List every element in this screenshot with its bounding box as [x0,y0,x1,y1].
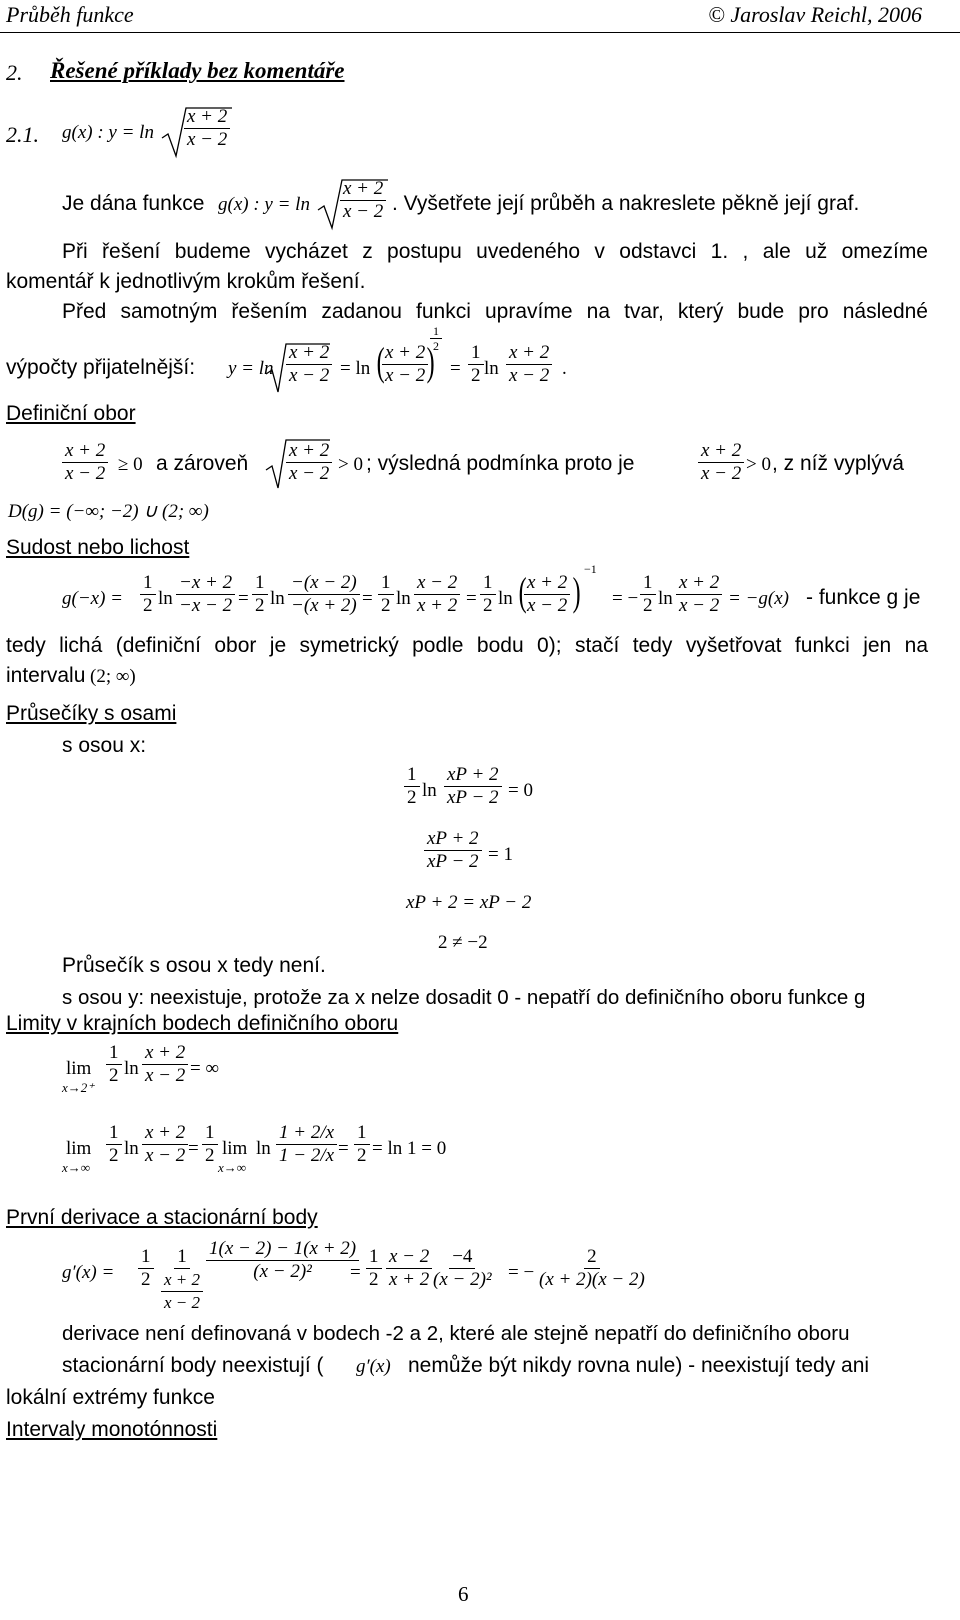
limit-2-sub-b: x→∞ [218,1160,247,1175]
paren-right: ) [426,339,435,384]
fraction-denominator: x − 2 [145,1065,186,1086]
derivative-half [138,1246,154,1291]
fraction-numerator: x − 2 [414,572,460,595]
parity-frac-3 [414,572,460,617]
parity-end: = −g(x) [728,588,789,609]
parity-frac-5 [676,572,722,617]
domain-gt0: > 0 [338,454,363,475]
parity-neg: = − [612,588,639,609]
intersect-ln: ln [422,780,437,801]
fraction-denominator: 2 [643,595,653,616]
fraction-denominator: −(x + 2) [291,595,357,616]
fraction-denominator: 2 [109,1065,119,1086]
derivative-note-2c: nemůže být nikdy rovna nule) - neexistují tedy ani [408,1354,870,1377]
fraction-denominator: (x − 2)² [253,1261,312,1282]
fraction-numerator: xP + 2 [444,764,502,787]
parity-half-4 [480,572,496,617]
parity-half-3 [378,572,394,617]
intersect-frac-1 [444,764,502,809]
fraction-numerator: −(x − 2) [288,572,360,595]
parity-eq-2: = [362,588,373,609]
rewrite-end: . [562,358,567,379]
intro-p2-line1: Při řešení budeme vycházet z postupu uvedeného v odstavci 1. , ale už omezíme [62,240,928,263]
fraction-numerator: 1 [468,342,484,365]
parity-half-2 [252,572,268,617]
fraction-denominator: 2 [143,595,153,616]
example-lhs: g(x) : y = ln [62,122,154,143]
y-axis-note: s osou y: neexistuje, protože za x nelze dosadit 0 - nepatří do definičního oboru funkce g [62,986,866,1009]
fraction-denominator: x + 2 [417,595,458,616]
fraction-denominator: x − 2 [289,463,330,484]
limit-1-lim: lim [66,1058,92,1079]
fraction-numerator: 1 [378,572,394,595]
limit-2-result: = ln 1 = 0 [372,1138,447,1159]
fraction-numerator: x + 2 [382,342,428,365]
derivative-eq-1: = [350,1262,361,1283]
parity-frac-4 [524,572,570,617]
fraction-denominator: 2 [205,1145,215,1166]
limit-2-half-b [202,1122,218,1167]
fraction-denominator: 2 [407,787,417,808]
limit-2-ln-b: ln [256,1138,271,1159]
fraction-numerator: 1 [640,572,656,595]
fraction-numerator: 1 [404,764,420,787]
fraction-numerator: x + 2 [286,342,332,365]
paren-left: ( [518,569,527,614]
fraction-numerator: −x + 2 [176,572,235,595]
intersect-half [404,764,420,809]
domain-frac-1 [62,440,108,485]
fraction-numerator: −4 [449,1246,475,1269]
fraction-denominator: x − 2 [164,1293,201,1312]
rewrite-eq1: = ln [340,358,371,379]
intro-p1-start: Je dána funkce [62,192,205,215]
domain-frac-3 [698,440,744,485]
intersect-eq1-rhs: = 0 [508,780,533,801]
derivative-note-2a: stacionární body neexistují ( [62,1354,324,1377]
fraction-denominator: 2 [255,595,265,616]
intersect-eq3: xP + 2 = xP − 2 [406,892,532,913]
rewrite-exponent [430,324,442,353]
rewrite-fraction-2 [382,342,428,387]
fraction-denominator: 2 [109,1145,119,1166]
fraction-numerator: 1 [366,1246,382,1269]
fraction-denominator: xP − 2 [427,851,479,872]
fraction-denominator: 2 [483,595,493,616]
rewrite-eq2: = [450,358,461,379]
parity-exponent: −1 [584,562,597,576]
domain-and: a zároveň [156,452,249,475]
rewrite-fraction-3 [506,342,552,387]
fraction-denominator: x + 2 [389,1269,430,1290]
intro-formula-lhs: g(x) : y = ln [218,194,310,215]
rewrite-half [468,342,484,387]
fraction-numerator: xP + 2 [424,828,482,851]
domain-gt0b: > 0 [746,454,771,475]
rewrite-fraction-1 [286,342,332,387]
intro-p1-end: . Vyšetřete její průběh a nakreslete pěkně její graf. [392,192,860,215]
derivative-note-1: derivace není definovaná v bodech -2 a 2, které ale stejně nepatří do definičního oboru [62,1322,850,1345]
fraction-denominator: (x + 2)(x − 2) [539,1269,645,1290]
domain-result: ; výsledná podmínka proto je [366,452,635,475]
header-left: Průběh funkce [6,2,134,27]
derivative-half-2 [366,1246,382,1291]
domain-ge0: ≥ 0 [118,454,143,475]
parity-half-5 [640,572,656,617]
limit-2-inner-frac [276,1122,337,1167]
derivative-quotient [206,1238,359,1283]
fraction-numerator: 2 [584,1246,600,1269]
domain-heading: Definiční obor [6,402,136,425]
limit-2-sub: x→∞ [62,1160,91,1175]
rewrite-ln: ln [484,358,499,379]
section-number: 2. [6,60,23,85]
fraction-denominator: x − 2 [65,463,106,484]
derivative-reciprocal [158,1246,206,1314]
limit-2-eq: = [188,1138,199,1159]
domain-result-set: D(g) = (−∞; −2) ∪ (2; ∞) [8,501,209,522]
fraction-numerator: x − 2 [386,1246,432,1269]
fraction-numerator: 1 [480,572,496,595]
intersect-eq4: 2 ≠ −2 [438,932,488,953]
intersect-eq2-rhs: = 1 [488,844,513,865]
fraction-numerator: x + 2 [506,342,552,365]
parity-ln-4: ln [498,588,513,609]
fraction-numerator: 1 [140,572,156,595]
fraction-numerator: 1 [354,1122,370,1145]
fraction-denominator: x − 2 [701,463,742,484]
fraction-denominator: 2 [357,1145,367,1166]
intro-p3-line1: Před samotným řešením zadanou funkci upravíme na tvar, který bude pro následné [62,300,928,323]
derivative-frac-3 [430,1246,495,1291]
fraction-numerator: 1 + 2/x [276,1122,337,1145]
fraction-numerator: 1 [106,1122,122,1145]
parity-tail: - funkce g je [806,586,921,609]
fraction-numerator: 1 [202,1122,218,1145]
derivative-neg: = − [508,1262,535,1283]
derivative-note-2b: g′(x) [356,1356,391,1377]
limit-2-lim-b: lim [222,1138,248,1159]
parity-ln-3: ln [396,588,411,609]
fraction-numerator: 1(x − 2) − 1(x + 2) [206,1238,359,1261]
intro-p2-line2: komentář k jednotlivým krokům řešení. [6,270,366,293]
rewrite-y: y = ln [228,358,274,379]
parity-ln-2: ln [270,588,285,609]
derivative-note-3: lokální extrémy funkce [6,1386,215,1409]
fraction-denominator: 1 − 2/x [279,1145,335,1166]
exponent-denominator: 2 [433,339,439,353]
derivative-final [536,1246,648,1291]
example-fraction [184,106,230,151]
fraction-denominator: 2 [141,1269,151,1290]
limit-2-eq-b: = [338,1138,349,1159]
header-rule [0,32,960,33]
x-axis-label: s osou x: [62,734,147,757]
fraction-numerator: x + 2 [161,1269,203,1292]
limit-2-ln: ln [124,1138,139,1159]
limit-2-lim: lim [66,1138,92,1159]
fraction-numerator: 1 [106,1042,122,1065]
limit-1-ln: ln [124,1058,139,1079]
derivative-heading: První derivace a stacionární body [6,1206,318,1229]
section-title: Řešené příklady bez komentáře [50,58,345,83]
fraction-numerator: x + 2 [142,1042,188,1065]
parity-line3: intervalu [6,664,86,687]
intersect-frac-2 [424,828,482,873]
parity-ln-1: ln [158,588,173,609]
domain-frac-2 [286,440,332,485]
fraction-denominator: x − 2 [679,595,720,616]
example-number: 2.1. [6,122,39,147]
fraction-numerator: 1 [138,1246,154,1269]
fraction-denominator: x − 2 [145,1145,186,1166]
fraction-denominator: xP − 2 [447,787,499,808]
fraction-denominator: 2 [381,595,391,616]
fraction-numerator: x + 2 [286,440,332,463]
fraction-denominator: x − 2 [385,365,426,386]
fraction-numerator: x + 2 [676,572,722,595]
limit-1-sub: x→2⁺ [62,1080,95,1095]
fraction-denominator: x − 2 [509,365,550,386]
intro-fraction [340,178,386,223]
parity-ln-5: ln [658,588,673,609]
page-number: 6 [458,1582,469,1606]
fraction-numerator: x + 2 [524,572,570,595]
exponent-numerator: 1 [430,324,442,339]
fraction-numerator: 1 [252,572,268,595]
parity-frac-2 [288,572,360,617]
intro-p3-line2: výpočty přijatelnější: [6,356,196,379]
fraction-denominator: −x − 2 [179,595,233,616]
limit-1-half [106,1042,122,1087]
limits-heading: Limity v krajních bodech definičního oboru [6,1012,399,1035]
parity-half-1 [140,572,156,617]
intersect-none: Průsečík s osou x tedy není. [62,954,326,977]
header-right: © Jaroslav Reichl, 2006 [708,2,922,27]
parity-heading: Sudost nebo lichost [6,536,190,559]
fraction-numerator: x + 2 [184,106,230,129]
parity-eq-3: = [466,588,477,609]
fraction-denominator: 2 [369,1269,379,1290]
limit-1-frac [142,1042,188,1087]
fraction-numerator: x + 2 [142,1122,188,1145]
parity-interval: (2; ∞) [90,666,136,687]
fraction-denominator: x − 2 [187,129,228,150]
parity-eq-1: = [238,588,249,609]
fraction-numerator: x + 2 [698,440,744,463]
parity-frac-1 [176,572,235,617]
fraction-numerator: x + 2 [340,178,386,201]
derivative-lhs: g′(x) = [62,1262,115,1283]
fraction-denominator: x − 2 [289,365,330,386]
fraction-denominator: x − 2 [343,201,384,222]
limit-1-result: = ∞ [190,1058,220,1079]
fraction-denominator [158,1269,206,1314]
intersections-heading: Průsečíky s osami [6,702,177,725]
parity-lhs: g(−x) = [62,588,123,609]
fraction-denominator: x − 2 [527,595,568,616]
limit-2-half [106,1122,122,1167]
limit-2-half-c [354,1122,370,1167]
parity-line2: tedy lichá (definiční obor je symetrický podle bodu 0); stačí tedy vyšetřovat funkci jen na [6,634,928,657]
paren-left: ( [376,339,385,384]
monotony-heading: Intervaly monotónnosti [6,1418,218,1441]
domain-follows: , z níž vyplývá [772,452,904,475]
fraction-numerator: x + 2 [62,440,108,463]
fraction-denominator: 2 [471,365,481,386]
paren-right: ) [572,569,581,614]
derivative-frac-2 [386,1246,432,1291]
fraction-denominator: (x − 2)² [433,1269,492,1290]
fraction-numerator: 1 [174,1246,190,1269]
limit-2-frac [142,1122,188,1167]
